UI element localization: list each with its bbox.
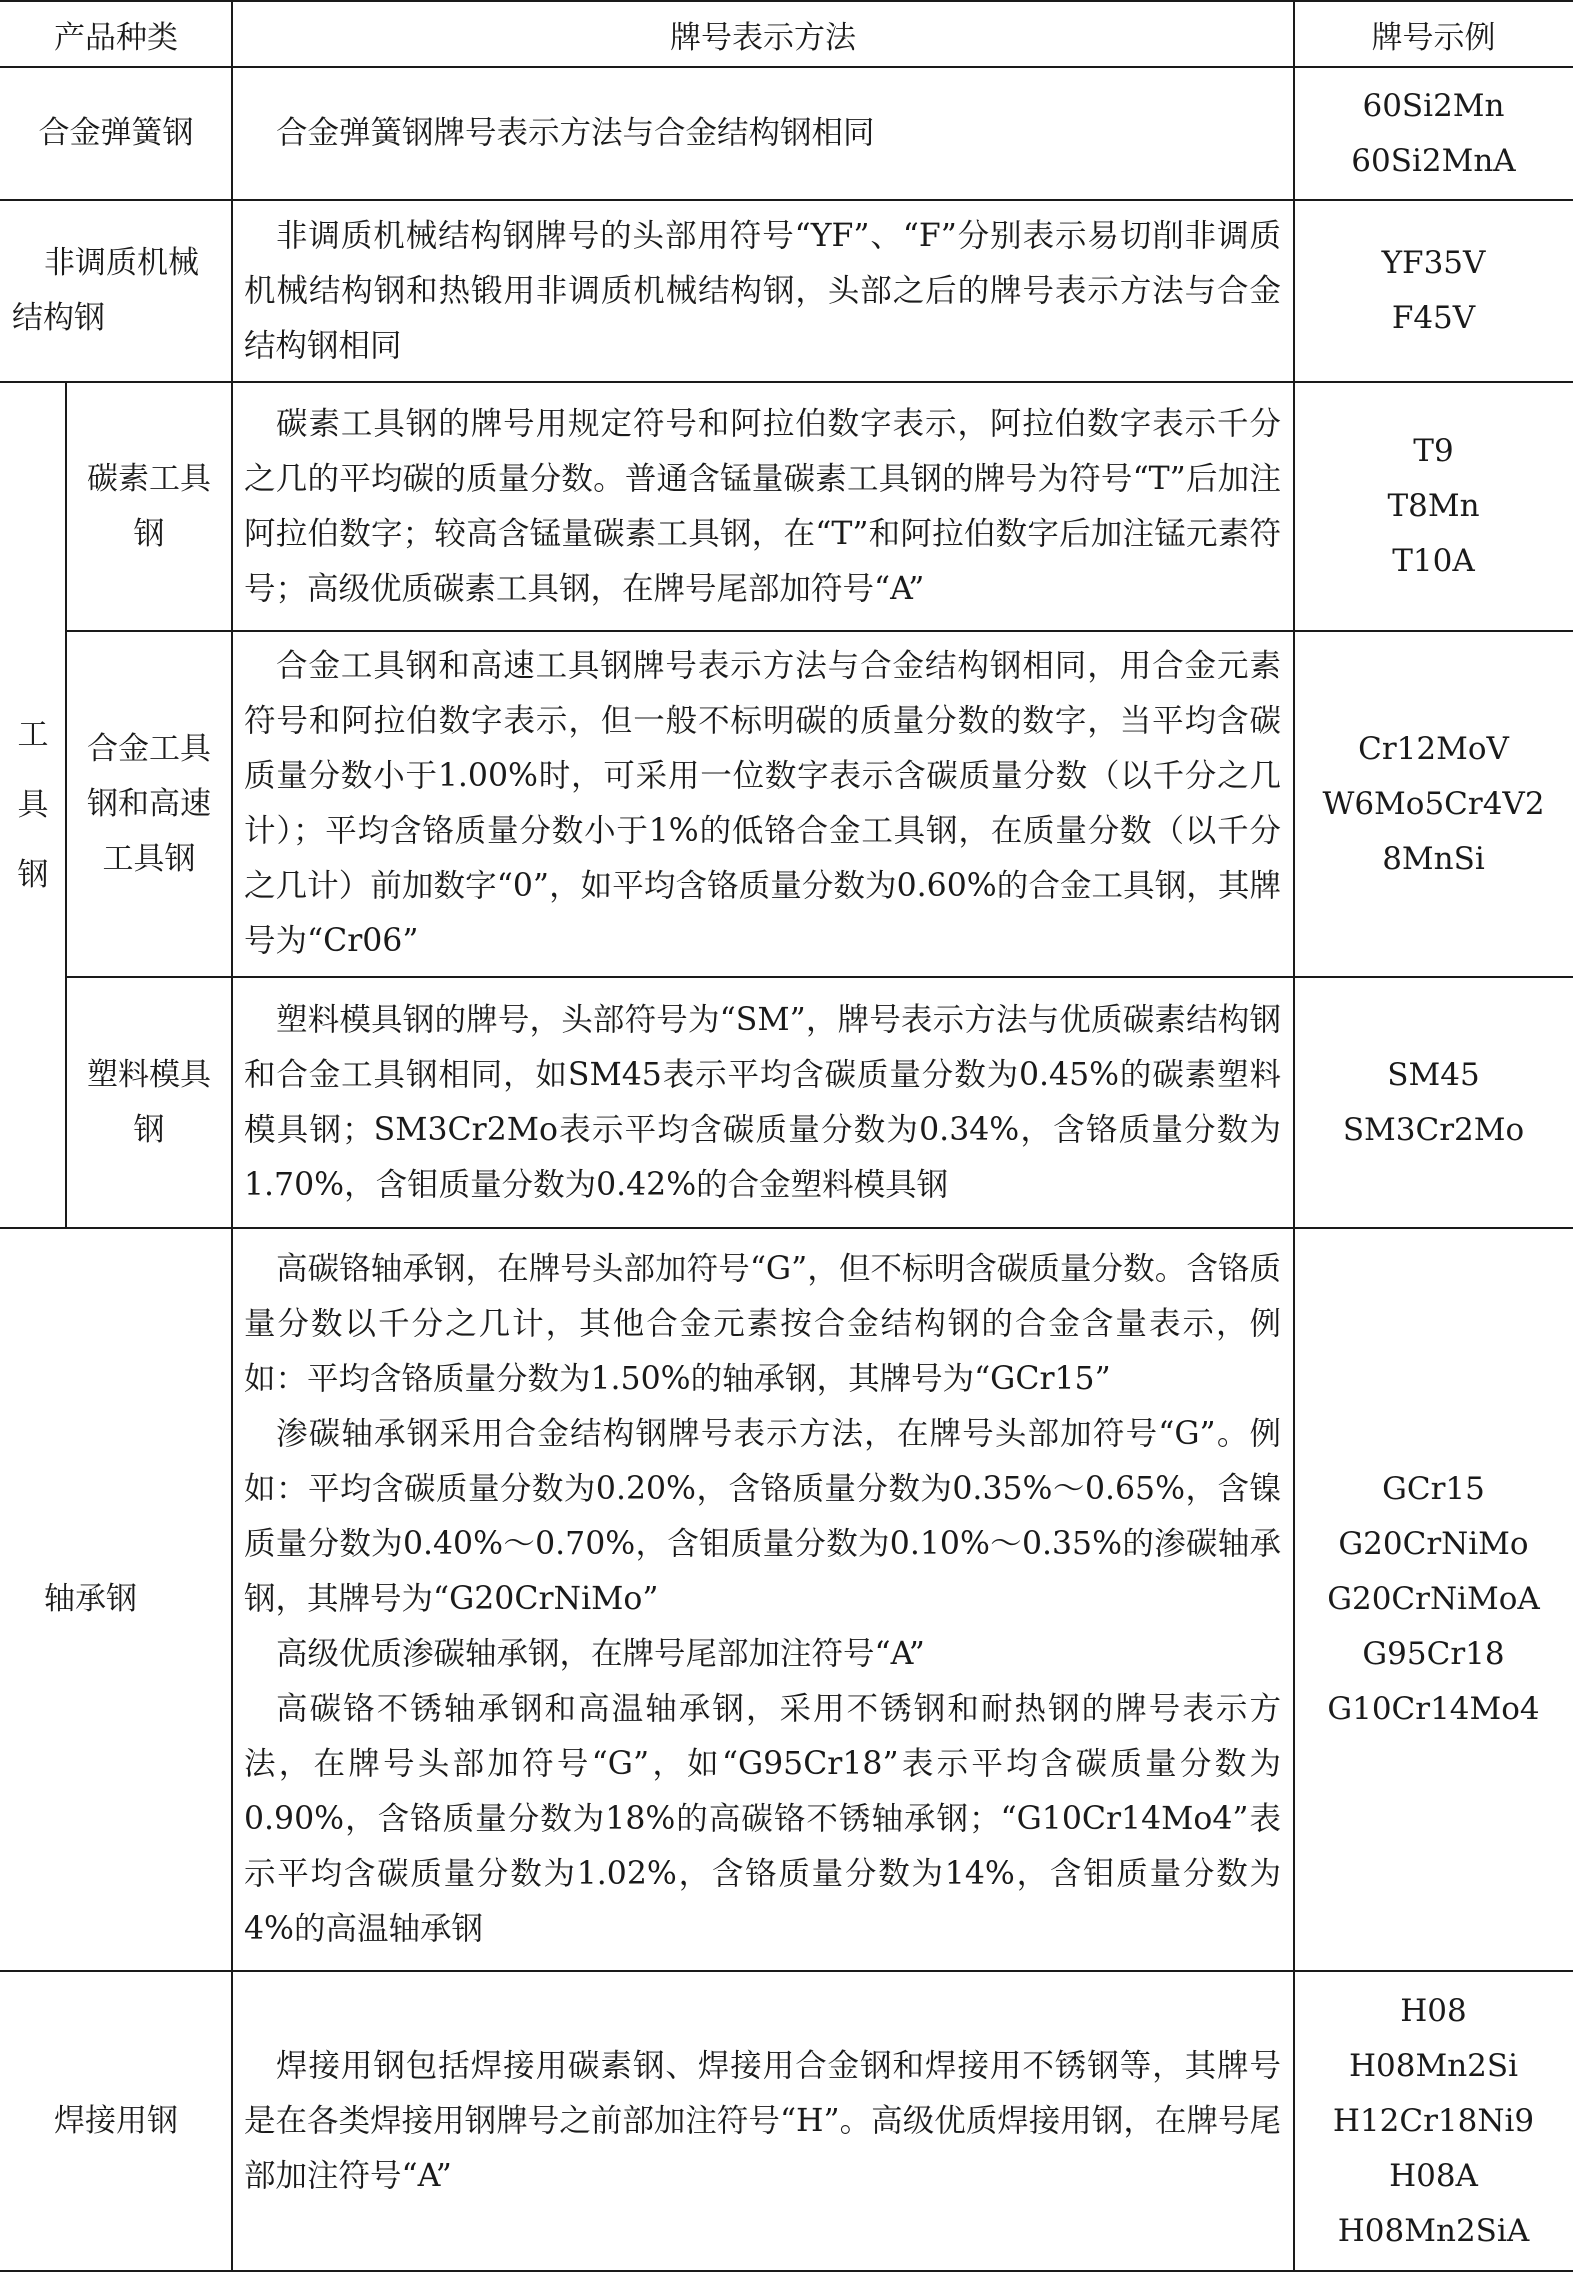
example-item: H08A [1389,2157,1478,2194]
header-example: 牌号示例 [1371,19,1496,56]
carbon-tool-examples [1294,382,1573,631]
group-label-char: 具 [17,787,49,823]
alloy-tool-method-para: 合金工具钢和高速工具钢牌号表示方法与合金结构钢相同，用合金元素符号和阿拉伯数字表示，但一般不标明碳的质量分数的数字，当平均含碳质量分数小于1.00%时，可采用一位数字表示含碳质量分数（以千分之几计）；平均含铬质量分数小于1%的低铬合金工具钢，在质量分数（以千分之几计）前加数字“0”，如平均含铬质量分数为0.60%的合金工具钢，其牌号为“Cr06” [244,648,1281,959]
nonquench-method [232,200,1294,382]
example-item: W6Mo5Cr4V2 [1322,785,1545,822]
header-method: 牌号表示方法 [670,19,856,56]
category-line: 工具钢 [102,840,196,877]
category-line: 碳素工具 [87,460,211,497]
bearing-examples [1294,1228,1573,1971]
category-line: 非调质机械 [44,245,199,281]
welding-examples [1294,1971,1573,2271]
bearing-method [232,1228,1294,1971]
example-item: 8MnSi [1382,840,1485,877]
plastic-mold-method [232,977,1294,1228]
example-item: H08Mn2SiA [1337,2212,1530,2249]
header-category: 产品种类 [54,19,178,56]
example-item: YF35V [1381,245,1486,281]
example-item: H08Mn2Si [1348,2047,1519,2084]
category-line: 钢和高速 [87,785,211,822]
plastic-mold-category [66,977,232,1228]
example-item: T9 [1413,433,1454,469]
example-item: SM3Cr2Mo [1342,1111,1525,1148]
bearing-method-para: 高碳铬不锈轴承钢和高温轴承钢，采用不锈钢和耐热钢的牌号表示方法，在牌号头部加符号“G”，如“G95Cr18”表示平均含碳质量分数为0.90%，含铬质量分数为18%的高碳铬不锈轴承钢；“G10Cr14Mo4”表示平均含碳质量分数为1.02%，含铬质量分数为14%，含钼质量分数为4%的高温轴承钢 [244,1691,1281,1947]
example-item: GCr15 [1382,1471,1485,1507]
nonquench-examples [1294,200,1573,382]
welding-category: 焊接用钢 [54,2102,178,2139]
category-line: 钢 [133,1111,165,1148]
group-label-char: 工 [17,717,49,753]
example-item: H12Cr18Ni9 [1332,2102,1535,2139]
example-item: 60Si2MnA [1351,142,1516,179]
bearing-category: 轴承钢 [44,1581,137,1617]
alloy-tool-category [66,631,232,977]
group-label-char: 钢 [17,857,49,893]
example-item: Cr12MoV [1358,730,1509,767]
example-item: SM45 [1387,1056,1480,1093]
category-line: 合金工具 [87,730,211,767]
example-item: G20CrNiMo [1338,1526,1529,1562]
spring-method-para: 合金弹簧钢牌号表示方法与合金结构钢相同 [276,115,875,151]
spring-examples [1294,67,1573,200]
example-item: G20CrNiMoA [1327,1581,1540,1617]
example-item: F45V [1391,300,1476,336]
example-item: G95Cr18 [1362,1636,1505,1672]
alloy-tool-method [232,631,1294,977]
welding-method [232,1971,1294,2271]
welding-method-para: 焊接用钢包括焊接用碳素钢、焊接用合金钢和焊接用不锈钢等，其牌号是在各类焊接用钢牌号之前部加注符号“H”。高级优质焊接用钢，在牌号尾部加注符号“A” [244,2047,1281,2194]
nonquench-method-para: 非调质机械结构钢牌号的头部用符号“YF”、“F”分别表示易切削非调质机械结构钢和热锻用非调质机械结构钢，头部之后的牌号表示方法与合金结构钢相同 [244,217,1281,364]
example-item: H08 [1400,1992,1467,2029]
spring-method [232,67,1294,200]
example-item: T10A [1392,543,1475,579]
category-line: 钢 [133,515,165,552]
carbon-tool-category [66,382,232,631]
spring-category: 合金弹簧钢 [38,115,194,151]
carbon-tool-method [232,382,1294,631]
bearing-method-para: 高级优质渗碳轴承钢，在牌号尾部加注符号“A” [276,1636,925,1672]
category-line: 塑料模具 [87,1056,211,1093]
tool-steel-group-label [0,382,66,1228]
plastic-mold-method-para: 塑料模具钢的牌号，头部符号为“SM”，牌号表示方法与优质碳素结构钢和合金工具钢相同，如SM45表示平均含碳质量分数为0.45%的碳素塑料模具钢；SM3Cr2Mo表示平均含碳质量分数为0.34%，含铬质量分数为1.70%，含钼质量分数为0.42%的合金塑料模具钢 [244,1001,1281,1203]
alloy-tool-examples [1294,631,1573,977]
nonquench-category [0,200,232,382]
category-line: 结构钢 [12,300,105,336]
example-item: T8Mn [1387,488,1480,524]
bearing-method-para: 渗碳轴承钢采用合金结构钢牌号表示方法，在牌号头部加符号“G”。例如：平均含碳质量分数为0.20%，含铬质量分数为0.35%～0.65%，含镍质量分数为0.40%～0.70%，含钼质量分数为0.10%～0.35%的渗碳轴承钢，其牌号为“G20CrNiMo” [244,1416,1281,1617]
example-item: 60Si2Mn [1362,87,1505,124]
plastic-mold-examples [1294,977,1573,1228]
bearing-method-para: 高碳铬轴承钢，在牌号头部加符号“G”，但不标明含碳质量分数。含铬质量分数以千分之几计，其他合金元素按合金结构钢的合金含量表示，例如：平均含铬质量分数为1.50%的轴承钢，其牌号为“GCr15” [244,1251,1281,1397]
carbon-tool-method-para: 碳素工具钢的牌号用规定符号和阿拉伯数字表示，阿拉伯数字表示千分之几的平均碳的质量分数。普通含锰量碳素工具钢的牌号为符号“T”后加注阿拉伯数字；较高含锰量碳素工具钢，在“T”和阿拉伯数字后加注锰元素符号；高级优质碳素工具钢，在牌号尾部加符号“A” [244,405,1281,607]
example-item: G10Cr14Mo4 [1327,1691,1540,1727]
